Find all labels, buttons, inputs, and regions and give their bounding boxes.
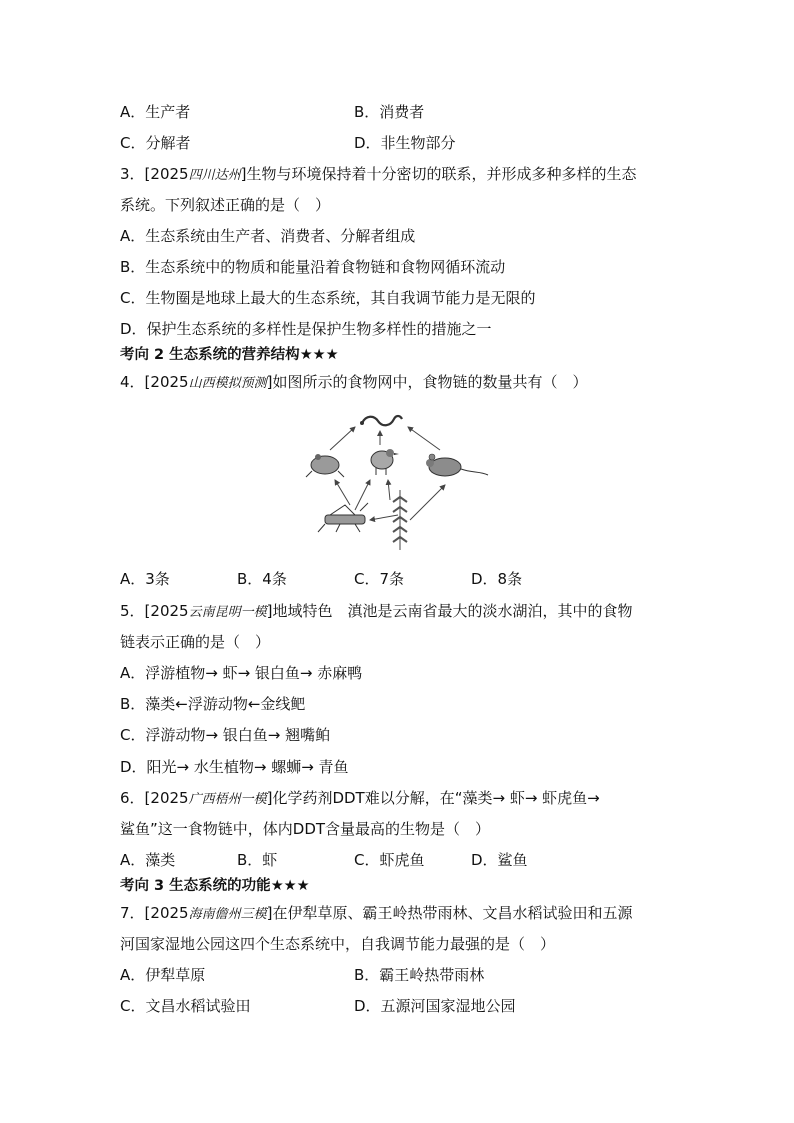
q6-option-d: D．鲨鱼 — [471, 851, 528, 869]
q3-option-d: D．保护生态系统的多样性是保护生物多样性的措施之一 — [120, 320, 492, 338]
food-web-arrows — [330, 427, 445, 520]
q4-stem — [120, 372, 587, 394]
q7-stem-text: ]在伊犁草原、霸王岭热带雨林、文昌水稻试验田和五源 — [266, 904, 633, 922]
arrow-grasshopper-to-bird — [355, 480, 370, 510]
q6-number: 6．[2025 — [120, 789, 189, 807]
section-heading-3 — [120, 876, 310, 896]
q7-option-c: C．文昌水稻试验田 — [120, 997, 251, 1015]
section-2-stars: ★★★ — [299, 347, 339, 363]
q5-stem-text: ]地域特色 滇池是云南省最大的淡水湖泊，其中的食物 — [266, 602, 633, 620]
q5-number: 5．[2025 — [120, 602, 189, 620]
q6-source: 广西梧州一模 — [188, 792, 267, 807]
bird-icon — [371, 449, 399, 475]
q4-option-b: B．4条 — [237, 570, 287, 588]
grain-plant-icon — [393, 490, 407, 550]
q7-option-a: A．伊犁草原 — [120, 966, 206, 984]
q5-option-b: B．藻类←浮游动物←金线鲃 — [120, 695, 306, 713]
q4-stem-text: ]如图所示的食物网中，食物链的数量共有（ ） — [266, 373, 588, 391]
arrow-grasshopper-to-frog — [335, 480, 350, 505]
q4-option-a: A．3条 — [120, 570, 170, 588]
q4-number: 4．[2025 — [120, 373, 189, 391]
q3-stem-line2: 系统。下列叙述正确的是（ ） — [120, 196, 331, 214]
q6-option-b: B．虾 — [237, 851, 278, 869]
arrow-plant-to-grasshopper — [370, 515, 398, 520]
q4-option-c: C．7条 — [354, 570, 405, 588]
q4-option-d: D．8条 — [471, 570, 523, 588]
q7-stem-line2: 河国家湿地公园这四个生态系统中，自我调节能力最强的是（ ） — [120, 935, 556, 953]
arrow-mouse-to-snake — [408, 427, 440, 450]
q4-source: 山西模拟预测 — [188, 376, 267, 391]
q3-option-a: A．生态系统由生产者、消费者、分解者组成 — [120, 227, 416, 245]
section-2-title: 考向 2 生态系统的营养结构 — [120, 347, 300, 363]
q3-stem-text: ]生物与环境保持着十分密切的联系，并形成多种多样的生态 — [240, 165, 637, 183]
q5-stem-line2: 链表示正确的是（ ） — [120, 633, 271, 651]
q3-source: 四川达州 — [188, 168, 241, 183]
q3-number: 3．[2025 — [120, 165, 189, 183]
food-web-figure — [300, 405, 500, 555]
q7-option-d: D．五源河国家湿地公园 — [354, 997, 516, 1015]
q2-option-a: A．生产者 — [120, 103, 191, 121]
q7-number: 7．[2025 — [120, 904, 189, 922]
q5-option-a: A．浮游植物→ 虾→ 银白鱼→ 赤麻鸭 — [120, 664, 363, 682]
section-3-title: 考向 3 生态系统的功能 — [120, 878, 271, 894]
section-3-stars: ★★★ — [270, 878, 310, 894]
q5-source: 云南昆明一模 — [188, 605, 267, 620]
q6-option-c: C．虾虎鱼 — [354, 851, 425, 869]
q3-stem-line1 — [120, 164, 636, 186]
q2-option-d: D．非生物部分 — [354, 134, 456, 152]
q7-stem-line1 — [120, 903, 632, 925]
arrow-frog-to-snake — [330, 427, 355, 450]
q6-option-a: A．藻类 — [120, 851, 176, 869]
q7-option-b: B．霸王岭热带雨林 — [354, 966, 485, 984]
snake-icon — [360, 416, 402, 425]
q6-stem-text: ]化学药剂DDT难以分解，在“藻类→ 虾→ 虾虎鱼→ — [266, 789, 600, 807]
q5-stem-line1 — [120, 601, 632, 623]
q7-source: 海南儋州三模 — [188, 907, 267, 922]
q2-option-b: B．消费者 — [354, 103, 425, 121]
mouse-icon — [426, 454, 488, 476]
q6-stem-line1 — [120, 788, 600, 810]
section-heading-2 — [120, 345, 339, 365]
q3-option-b: B．生态系统中的物质和能量沿着食物链和食物网循环流动 — [120, 258, 506, 276]
q6-stem-line2: 鲨鱼”这一食物链中，体内DDT含量最高的生物是（ ） — [120, 820, 491, 838]
q5-option-c: C．浮游动物→ 银白鱼→ 翘嘴鲌 — [120, 726, 331, 744]
q2-option-c: C．分解者 — [120, 134, 191, 152]
arrow-plant-to-bird — [388, 480, 390, 500]
arrow-plant-to-mouse — [410, 485, 445, 520]
grasshopper-icon — [318, 503, 368, 532]
q5-option-d: D．阳光→ 水生植物→ 螺蛳→ 青鱼 — [120, 758, 349, 776]
frog-icon — [306, 454, 344, 477]
q3-option-c: C．生物圈是地球上最大的生态系统，其自我调节能力是无限的 — [120, 289, 536, 307]
